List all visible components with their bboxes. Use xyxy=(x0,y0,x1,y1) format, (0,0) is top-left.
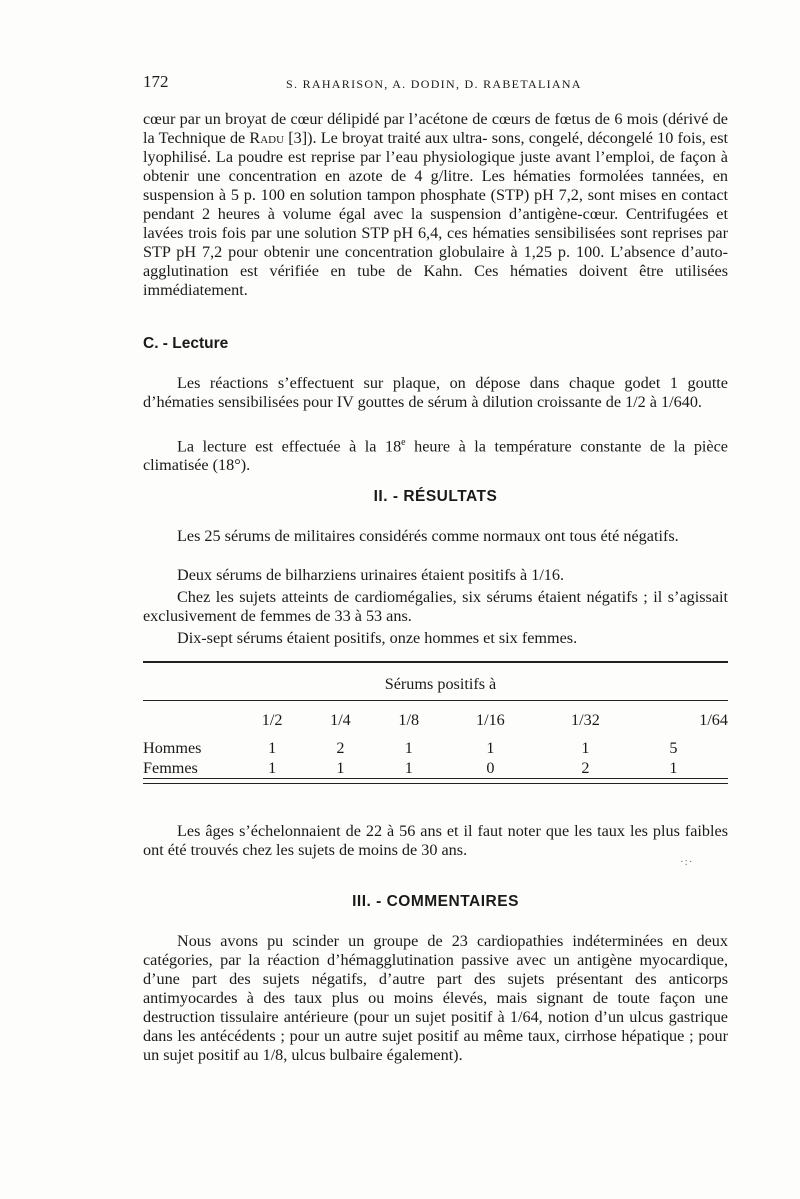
commentaires-paragraph: Nous avons pu scinder un groupe de 23 cardiopathies indéterminées en deux catégories, par la réaction d’hémagglutination passive avec un antigène myocardique, d’une part des sujets négatifs, d’autre part des sujets présentant des anticorps antimyocardes à des taux plus ou moins élevés, mais signant de toute façon une destruction tissulaire antérieure (pour un sujet positif à 1/64, notion d’un ulcus gastrique dans les antécédents ; pour un autre sujet positif au même taux, cirrhose hépatique ; pour un sujet positif au 1/8, ulcus bulbaire également). xyxy=(143,932,728,1064)
results-table xyxy=(143,708,728,778)
section-c-title: Lecture xyxy=(172,335,229,352)
table-cell: 0 xyxy=(486,758,495,777)
column-header: 1/64 xyxy=(699,710,728,729)
section-iii-heading xyxy=(143,893,728,911)
section-iii-title: COMMENTAIRES xyxy=(386,893,519,910)
lecture-para2-post: heure à la température constante de la pièce climatisée (18°). xyxy=(143,437,728,475)
table-cell: 1 xyxy=(581,738,590,757)
print-speckle: ·:· xyxy=(680,856,694,868)
column-header: 1/16 xyxy=(476,710,505,729)
superscript-e: e xyxy=(401,437,406,448)
lecture-paragraph-1: Les réactions s’effectuent sur plaque, on dépose dans chaque godet 1 goutte d’hématies sensibilisées pour IV gouttes de sérum à dilution croissante de 1/2 à 1/640. xyxy=(143,374,728,411)
results-paragraph-1: Les 25 sérums de militaires considérés comme normaux ont tous été négatifs. xyxy=(177,527,679,545)
section-ii-heading xyxy=(143,488,728,506)
section-c-heading xyxy=(143,335,228,353)
results-paragraph-4: Dix-sept sérums étaient positifs, onze hommes et six femmes. xyxy=(177,629,578,647)
table-cell: 2 xyxy=(581,758,590,777)
page-number: 172 xyxy=(143,72,169,91)
table-cell: 1 xyxy=(669,758,678,777)
table-bottom-rule-1 xyxy=(143,778,728,779)
table-row xyxy=(143,758,728,778)
column-header: 1/8 xyxy=(398,710,420,729)
lecture-para2-pre: La lecture est effectuée à la 18 xyxy=(177,437,402,456)
table-caption: Sérums positifs à xyxy=(384,675,497,693)
intro-line-2-pre: 6 mois (dérivé de la Technique de xyxy=(143,110,728,147)
row-label-femmes: Femmes xyxy=(143,758,198,777)
table-top-rule xyxy=(143,661,728,663)
author-radu: Radu xyxy=(249,129,285,147)
column-header: 1/4 xyxy=(330,710,351,729)
table-cell: 1 xyxy=(268,758,277,777)
section-ii-title: RÉSULTATS xyxy=(403,488,498,505)
table-cell: 2 xyxy=(336,738,345,757)
section-iii-prefix: III. - xyxy=(352,893,382,910)
table-bottom-rule-2 xyxy=(143,783,728,784)
table-header-row xyxy=(143,708,728,732)
results-paragraph-2: Deux sérums de bilharziens urinaires étaient positifs à 1/16. xyxy=(177,566,565,584)
intro-line-1: cœur par un broyat de cœur délipidé par l’acétone de cœurs de fœtus de xyxy=(143,110,610,128)
table-cell: 1 xyxy=(336,758,345,777)
table-cell: 1 xyxy=(404,758,413,777)
column-header: 1/32 xyxy=(571,710,600,729)
table-cell: 1 xyxy=(268,738,277,757)
running-head-authors: S. RAHARISON, A. DODIN, D. RABETALIANA xyxy=(286,77,582,91)
results-paragraph-3: Chez les sujets atteints de cardiomégalies, six sérums étaient négatifs ; il s’agissait exclusivement de femmes de 33 à 53 ans. xyxy=(143,588,728,625)
table-cell: 5 xyxy=(669,738,678,757)
table-cell: 1 xyxy=(486,738,495,757)
ages-paragraph: Les âges s’échelonnaient de 22 à 56 ans et il faut noter que les taux les plus faibles ont été trouvés chez les sujets de moins de 30 ans. xyxy=(143,822,728,859)
intro-rest: sons, congelé, décongelé 10 fois, est lyophilisé. La poudre est reprise par l’eau physiologique juste avant l’emploi, de façon à obtenir une concentration en azote de 4 g/litre. Les hématies formolées tannées, en suspension à 5 p. 100 en solution tampon phosphate (STP) pH 7,2, sont mises en contact pendant 2 heures à volume égal avec la suspension d’antigène-cœur. Centrifugées et lavées trois fois par une solution STP pH 6,4, ces hématies sensibilisées sont reprises par STP pH 7,2 pour obtenir une concentration globulaire à 1,25 p. 100. L’absence d’auto-agglutination est vérifiée en tube de Kahn. Ces hématies doivent être utilisées immédiatement. xyxy=(143,129,729,299)
lecture-paragraph-2 xyxy=(143,433,728,475)
intro-paragraph xyxy=(143,110,728,300)
intro-line-2-post: [3]). Le broyat traité aux ultra- xyxy=(284,129,488,147)
page-header xyxy=(143,72,728,96)
section-c-prefix: C. - xyxy=(143,335,168,352)
column-header: 1/2 xyxy=(261,710,283,729)
table-cell: 1 xyxy=(404,738,413,757)
table-row xyxy=(143,738,728,758)
table-header-rule xyxy=(143,700,728,701)
section-ii-prefix: II. - xyxy=(373,488,399,505)
row-label-hommes: Hommes xyxy=(143,738,202,757)
